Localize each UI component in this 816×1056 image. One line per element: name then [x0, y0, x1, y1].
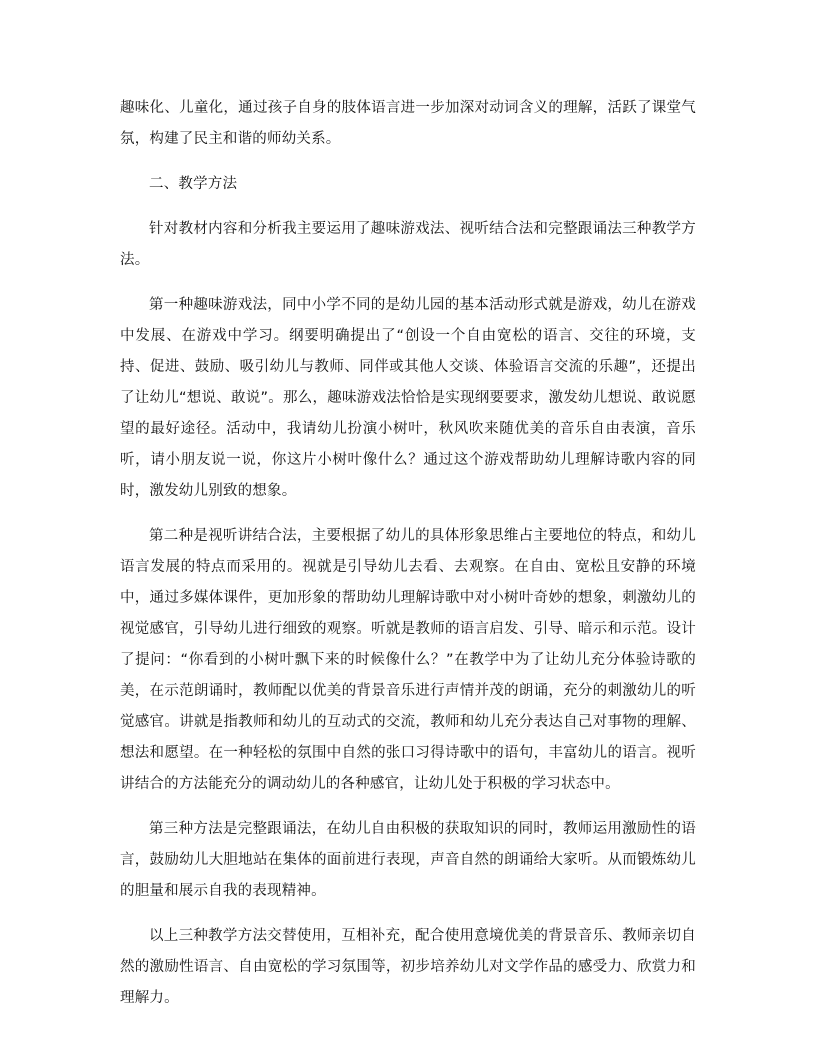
- document-page: [120, 93, 696, 1028]
- paragraph-methods-intro: 针对教材内容和分析我主要运用了趣味游戏法、视听结合法和完整跟诵法三种教学方法。: [120, 221, 696, 268]
- paragraph-method-game: 第一种趣味游戏法，同中小学不同的是幼儿园的基本活动形式就是游戏，幼儿在游戏中发展、在游戏中学习。纲要明确提出了“创设一个自由宽松的语言、交往的环境，支持、促进、鼓励、吸引幼儿与教师、同伴或其他人交谈、体验语言交流的乐趣”，还提出了让幼儿“想说、敢说”。那么，趣味游戏法恰恰是实现纲要要求，激发幼儿想说、敢说愿望的最好途径。活动中，我请幼儿扮演小树叶，秋风吹来随优美的音乐自由表演，音乐听，请小朋友说一说，你这片小树叶像什么？通过这个游戏帮助幼儿理解诗歌内容的同时，激发幼儿别致的想象。: [120, 297, 696, 499]
- paragraph-method-audiovisual: 第二种是视听讲结合法，主要根据了幼儿的具体形象思维占主要地位的特点，和幼儿语言发展的特点而采用的。视就是引导幼儿去看、去观察。在自由、宽松且安静的环境中，通过多媒体课件，更加形象的帮助幼儿理解诗歌中对小树叶奇妙的想象，刺激幼儿的视觉感官，引导幼儿进行细致的观察。听就是教师的语言启发、引导、暗示和示范。设计了提问：“你看到的小树叶飘下来的时候像什么？”在教学中为了让幼儿充分体验诗歌的美，在示范朗诵时，教师配以优美的背景音乐进行声情并茂的朗诵，充分的刺激幼儿的听觉感官。讲就是指教师和幼儿的互动式的交流，教师和幼儿充分表达自己对事物的理解、想法和愿望。在一种轻松的氛围中自然的张口习得诗歌中的语句，丰富幼儿的语言。视听讲结合的方法能充分的调动幼儿的各种感官，让幼儿处于积极的学习状态中。: [120, 528, 696, 792]
- section-heading-teaching-methods: 二、教学方法: [149, 176, 238, 192]
- paragraph-method-recitation: 第三种方法是完整跟诵法，在幼儿自由积极的获取知识的同时，教师运用激励性的语言，鼓励幼儿大胆地站在集体的面前进行表现，声音自然的朗诵给大家听。从而锻炼幼儿的胆量和展示自我的表现精神。: [120, 821, 696, 899]
- paragraph-methods-summary: 以上三种教学方法交替使用，互相补充，配合使用意境优美的背景音乐、教师亲切自然的激励性语言、自由宽松的学习氛围等，初步培养幼儿对文学作品的感受力、欣赏力和理解力。: [120, 928, 696, 1006]
- paragraph-continuation: 趣味化、儿童化，通过孩子自身的肢体语言进一步加深对动词含义的理解，活跃了课堂气氛，构建了民主和谐的师幼关系。: [120, 100, 696, 147]
